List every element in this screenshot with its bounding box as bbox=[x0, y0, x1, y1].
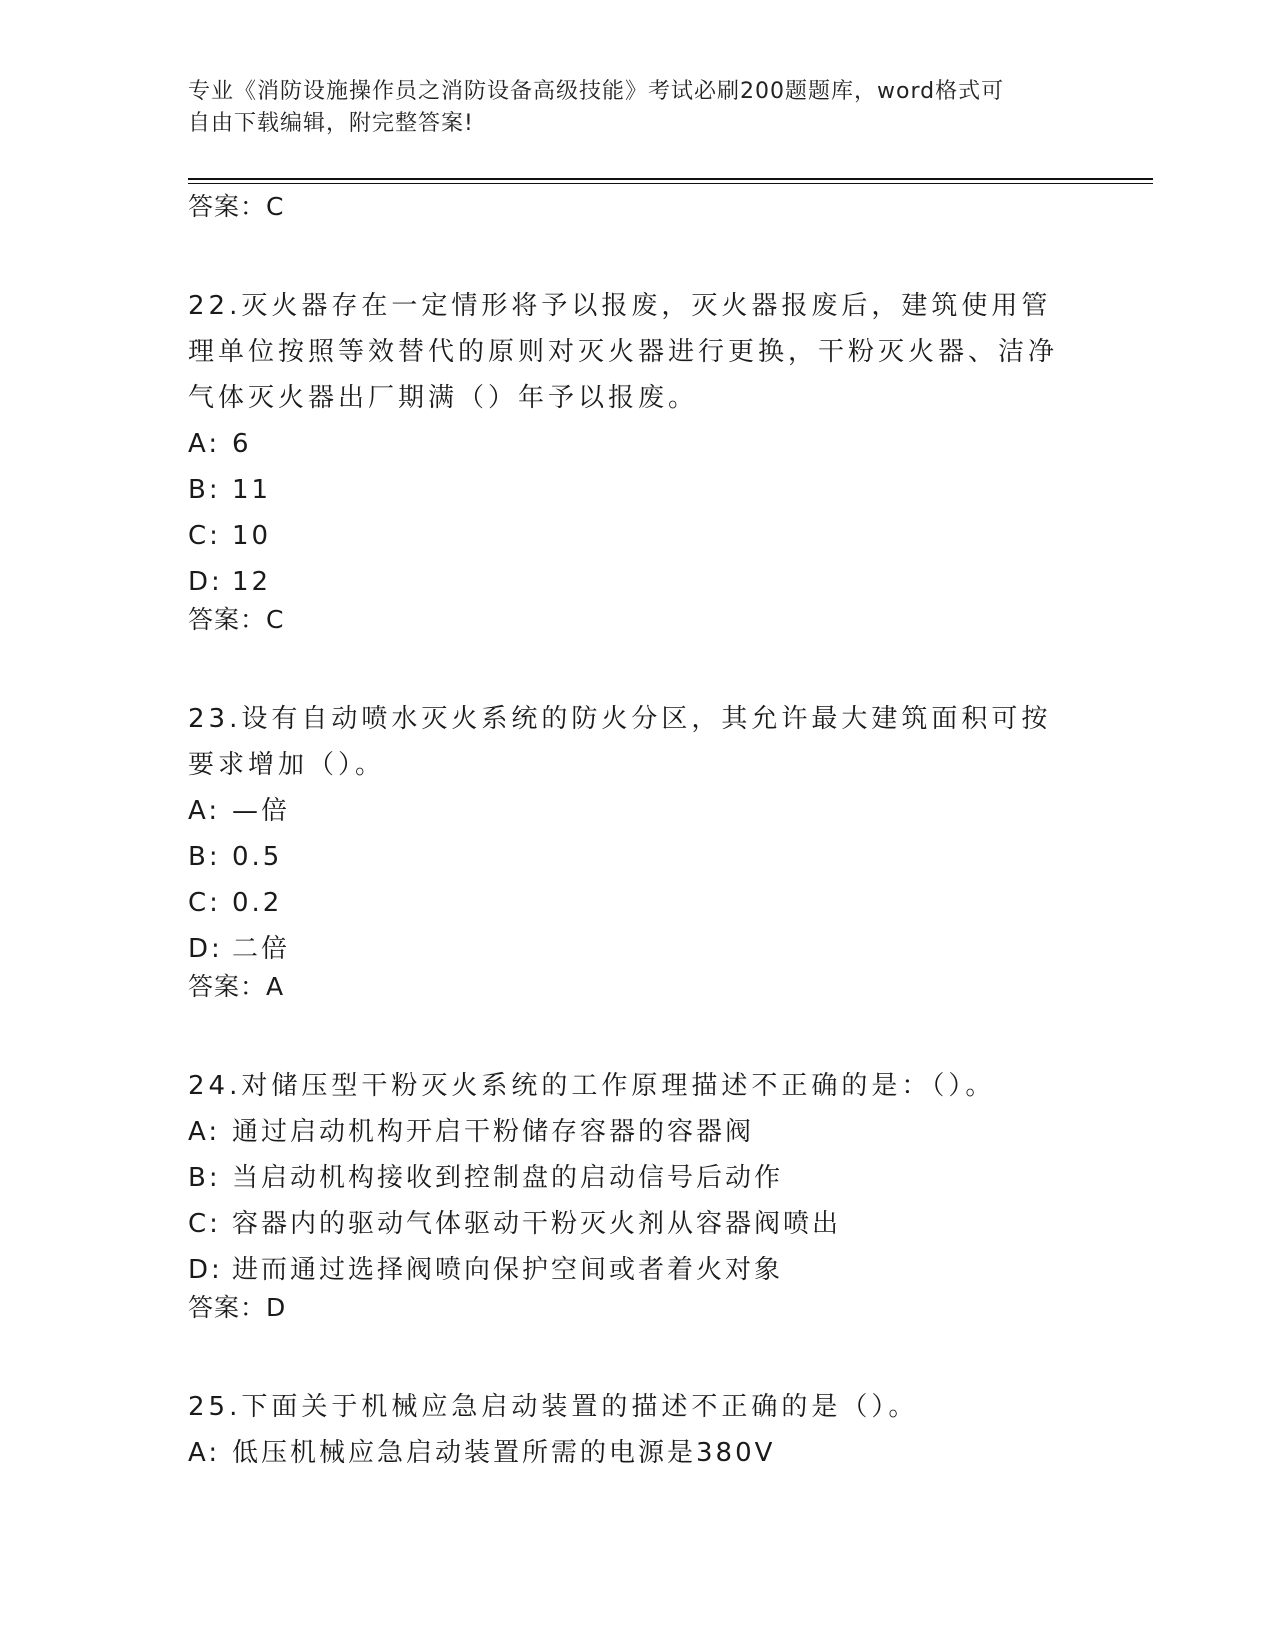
option-c: C: 0.2 bbox=[188, 888, 283, 918]
answer-label: 答案：D bbox=[188, 1293, 287, 1322]
previous-answer: 答案：C bbox=[188, 192, 285, 221]
question-23 bbox=[188, 696, 1088, 1002]
option-b: B: 0.5 bbox=[188, 842, 283, 872]
header-divider-thick bbox=[188, 178, 1153, 180]
question-stem: 22.灭火器存在一定情形将予以报废，灭火器报废后，建筑使用管理单位按照等效替代的原则对灭火器进行更换，干粉灭火器、洁净气体灭火器出厂期满（）年予以报废。 bbox=[188, 291, 1059, 413]
answer-label: 答案：A bbox=[188, 972, 285, 1001]
answer-label: 答案：C bbox=[188, 605, 285, 634]
option-c: C: 10 bbox=[188, 521, 272, 551]
option-d: D: 进而通过选择阀喷向保护空间或者着火对象 bbox=[188, 1255, 784, 1285]
header-divider-thin bbox=[188, 183, 1153, 184]
header-line-1: 专业《消防设施操作员之消防设备高级技能》考试必刷200题题库，word格式可 bbox=[188, 79, 1005, 104]
option-b: B: 当启动机构接收到控制盘的启动信号后动作 bbox=[188, 1163, 784, 1193]
option-d: D: 12 bbox=[188, 567, 272, 597]
question-24 bbox=[188, 1063, 1088, 1323]
question-stem: 23.设有自动喷水灭火系统的防火分区，其允许最大建筑面积可按要求增加（）。 bbox=[188, 704, 1052, 780]
question-stem: 24.对储压型干粉灭火系统的工作原理描述不正确的是：（）。 bbox=[188, 1071, 996, 1101]
option-a: A: 低压机械应急启动装置所需的电源是380V bbox=[188, 1438, 776, 1468]
question-stem: 25.下面关于机械应急启动装置的描述不正确的是（）。 bbox=[188, 1392, 919, 1422]
option-c: C: 容器内的驱动气体驱动干粉灭火剂从容器阀喷出 bbox=[188, 1209, 842, 1239]
option-a: A: 通过启动机构开启干粉储存容器的容器阀 bbox=[188, 1117, 755, 1147]
question-25 bbox=[188, 1384, 1088, 1476]
question-list bbox=[188, 192, 1088, 1476]
header-line-2: 自由下载编辑，附完整答案! bbox=[188, 111, 474, 136]
option-a: A: 6 bbox=[188, 429, 252, 459]
option-b: B: 11 bbox=[188, 475, 272, 505]
document-header bbox=[188, 76, 1068, 140]
question-22 bbox=[188, 283, 1088, 635]
option-a: A: —倍 bbox=[188, 796, 291, 826]
option-d: D: 二倍 bbox=[188, 934, 291, 964]
